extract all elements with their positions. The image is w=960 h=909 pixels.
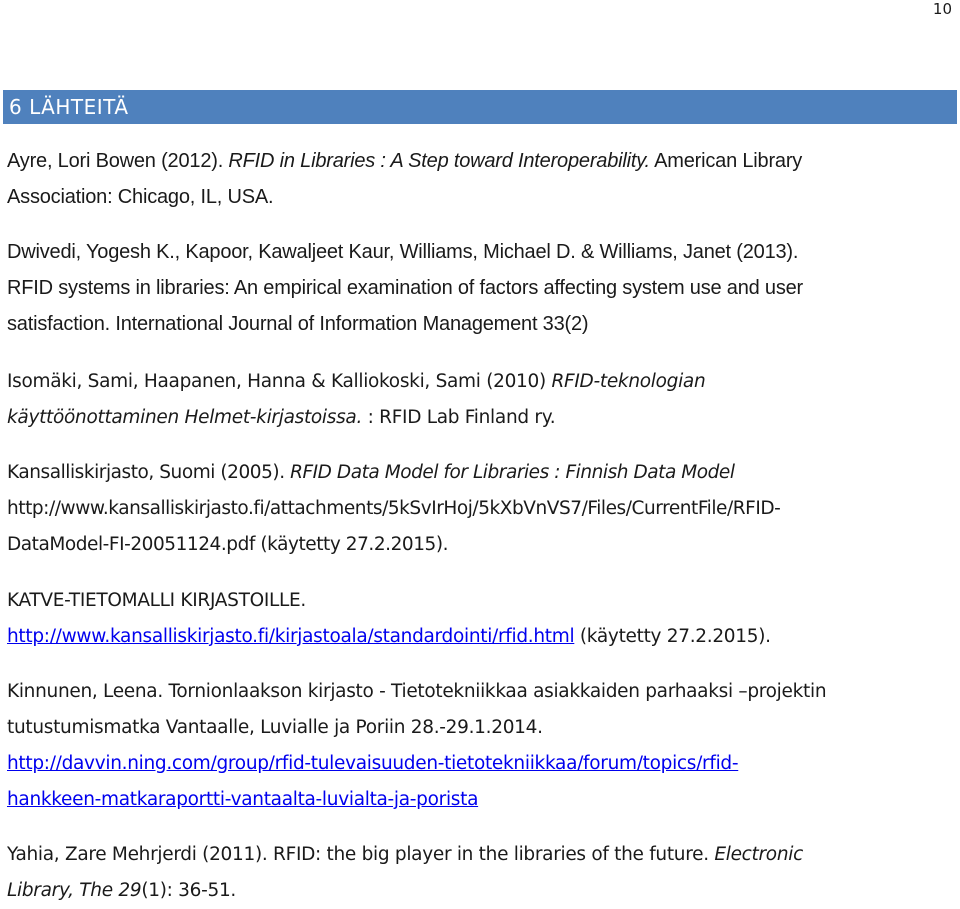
dwivedi-line-1: Dwivedi, Yogesh K., Kapoor, Kawaljeet Kaur, Williams, Michael D. & Williams, Janet (2013). — [7, 241, 799, 263]
katve-title: KATVE-TIETOMALLI KIRJASTOILLE. — [7, 590, 306, 611]
kinnunen-link-2[interactable]: hankkeen-matkaraportti-vantaalta-luvialta-ja-porista — [7, 789, 479, 810]
yahia-journal-1: Electronic — [714, 844, 803, 865]
kansalliskirjasto-url-1: http://www.kansalliskirjasto.fi/attachments/5kSvIrHoj/5kXbVnVS7/Files/CurrentFile/RFID- — [7, 498, 781, 519]
isomaki-authors: Isomäki, Sami, Haapanen, Hanna & Kalliokoski, Sami (2010) — [7, 371, 552, 392]
ayre-author-year: Ayre, Lori Bowen (2012). — [7, 150, 229, 172]
reference-kansalliskirjasto — [7, 455, 952, 563]
yahia-journal-2: Library, The 29 — [7, 880, 142, 901]
ayre-title: RFID in Libraries : A Step toward Interoperability. — [228, 150, 650, 172]
reference-isomaki — [7, 364, 952, 436]
kansalliskirjasto-url-2: DataModel-FI-20051124.pdf (käytetty 27.2.2015). — [7, 534, 449, 555]
katve-link[interactable]: http://www.kansalliskirjasto.fi/kirjastoala/standardointi/rfid.html — [7, 626, 575, 647]
ayre-publisher-2: Association: Chicago, IL, USA. — [7, 186, 274, 208]
reference-kinnunen — [7, 674, 952, 818]
kinnunen-line-2: tutustumismatka Vantaalle, Luvialle ja Poriin 28.-29.1.2014. — [7, 717, 543, 738]
reference-katve — [7, 583, 952, 655]
yahia-issue-pages: (1): 36-51. — [141, 880, 236, 901]
isomaki-title-1: RFID-teknologian — [551, 371, 706, 392]
kinnunen-link-1[interactable]: http://davvin.ning.com/group/rfid-tulevaisuuden-tietotekniikkaa/forum/topics/rfid- — [7, 753, 739, 774]
katve-accessed: (käytetty 27.2.2015). — [574, 626, 771, 647]
isomaki-publisher: : RFID Lab Finland ry. — [362, 407, 556, 428]
reference-ayre — [7, 143, 952, 215]
reference-dwivedi — [7, 234, 952, 342]
section-heading: 6 LÄHTEITÄ — [9, 95, 129, 119]
dwivedi-line-2: RFID systems in libraries: An empirical examination of factors affecting system use and user — [7, 277, 804, 299]
kinnunen-line-1: Kinnunen, Leena. Tornionlaakson kirjasto - Tietotekniikkaa asiakkaiden parhaaksi –projektin — [7, 681, 827, 702]
dwivedi-line-3: satisfaction. International Journal of Information Management 33(2) — [7, 313, 589, 335]
kansalliskirjasto-title: RFID Data Model for Libraries : Finnish Data Model — [290, 462, 735, 483]
isomaki-title-2: käyttöönottaminen Helmet-kirjastoissa. — [7, 407, 363, 428]
kansalliskirjasto-author-year: Kansalliskirjasto, Suomi (2005). — [7, 462, 291, 483]
page-number: 10 — [932, 0, 952, 18]
ayre-publisher-1: American Library — [649, 150, 803, 172]
section-heading-bar — [3, 90, 957, 124]
yahia-text: Yahia, Zare Mehrjerdi (2011). RFID: the big player in the libraries of the future. — [7, 844, 715, 865]
reference-yahia — [7, 837, 952, 909]
